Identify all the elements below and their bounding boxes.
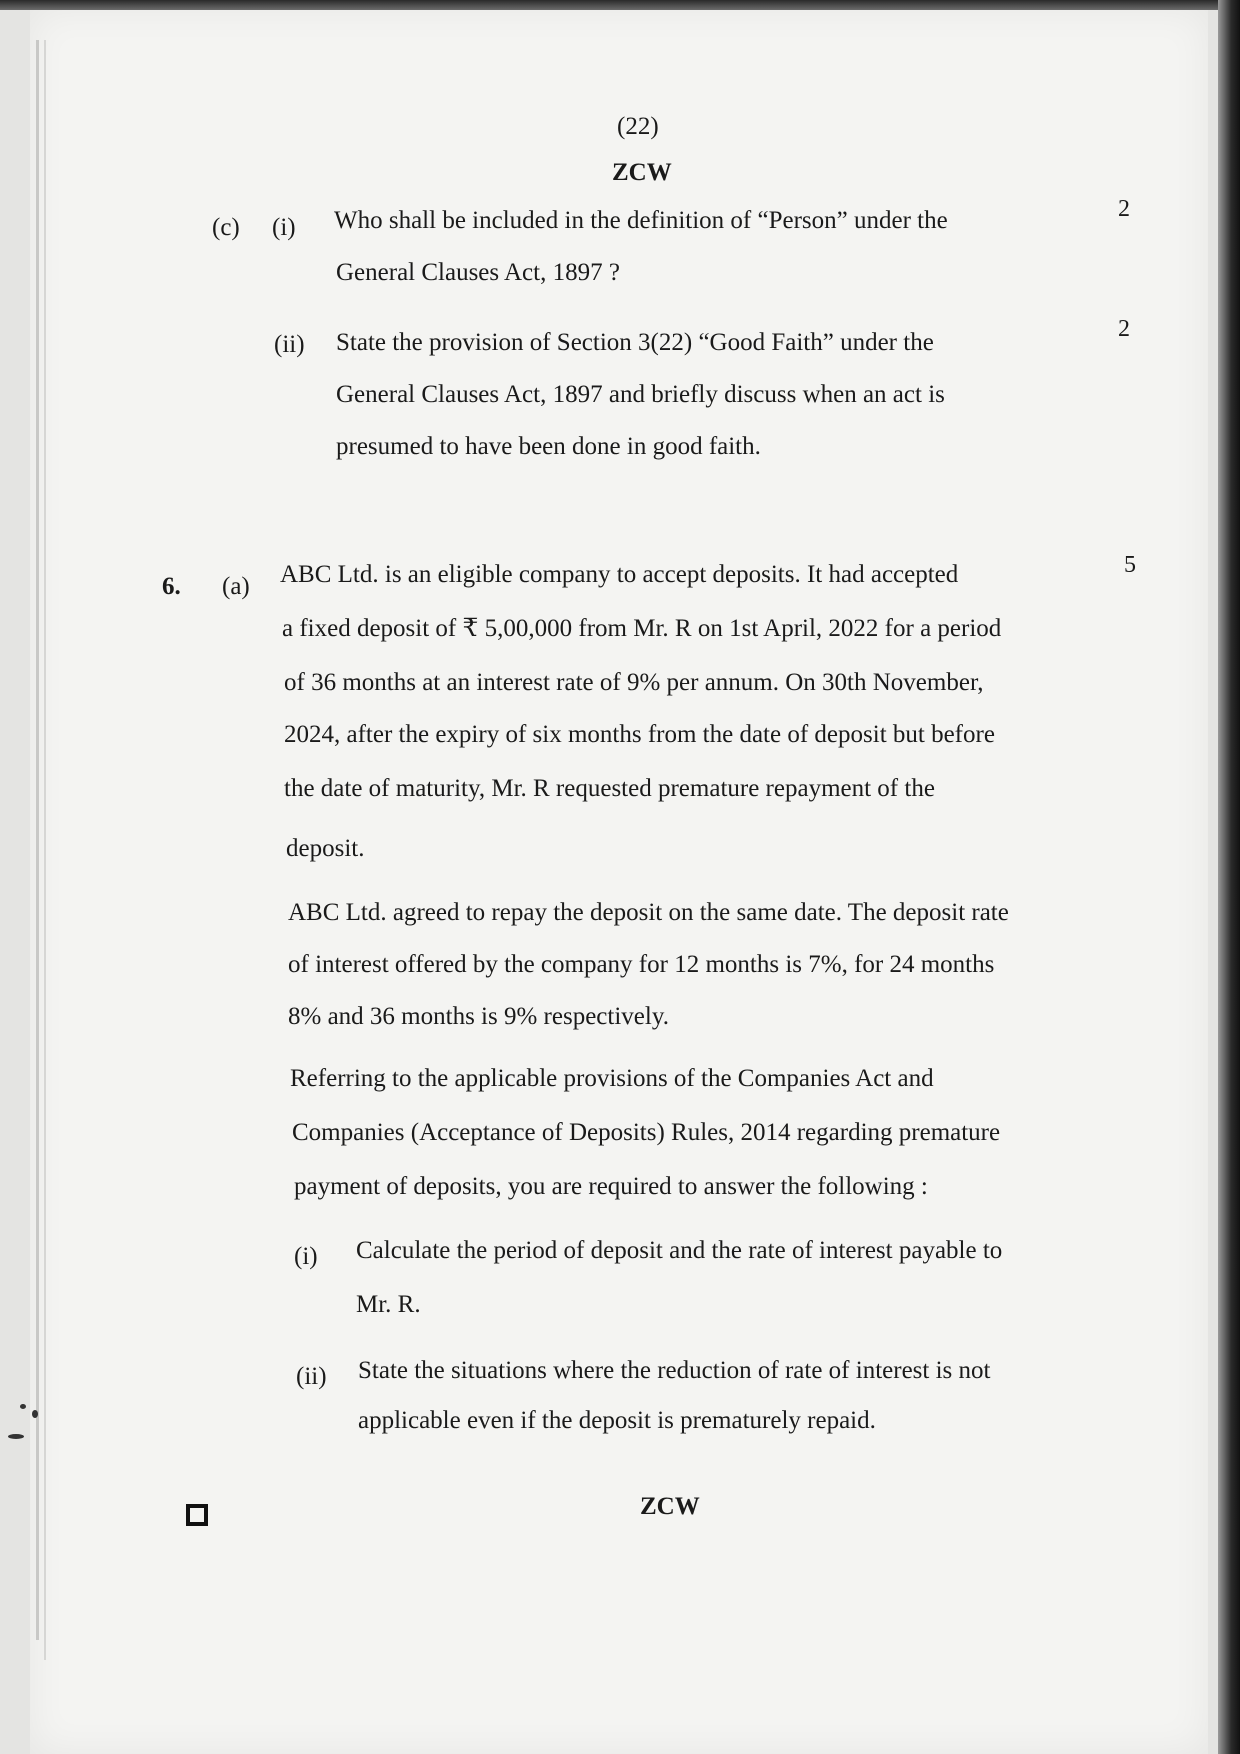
footer-code: ZCW <box>640 1493 700 1520</box>
q6-para1-line4: 2024, after the expiry of six months from the date of deposit but before <box>284 721 995 748</box>
q6-para1-line2: a fixed deposit of ₹ 5,00,000 from Mr. R on 1st April, 2022 for a period <box>282 615 1002 642</box>
q-c-i-label: (i) <box>272 214 296 241</box>
q-c-ii-line3: presumed to have been done in good faith. <box>336 433 761 460</box>
q-c-ii-label: (ii) <box>274 331 305 358</box>
q6-para1-line3: of 36 months at an interest rate of 9% per annum. On 30th November, <box>284 669 984 696</box>
q6-marks: 5 <box>1124 552 1136 578</box>
q6-a-label: (a) <box>222 573 250 600</box>
q-c-ii-marks: 2 <box>1118 316 1130 342</box>
q6-sub-ii-label: (ii) <box>296 1363 327 1390</box>
q6-number: 6. <box>162 573 181 600</box>
q6-sub-ii-line1: State the situations where the reduction of rate of interest is not <box>358 1357 991 1384</box>
q6-para3-line2: Companies (Acceptance of Deposits) Rules, 2014 regarding premature <box>292 1119 1001 1146</box>
q6-para3-line3: payment of deposits, you are required to answer the following : <box>294 1173 928 1200</box>
q6-para2-line1: ABC Ltd. agreed to repay the deposit on the same date. The deposit rate <box>288 899 1009 926</box>
q-c-i-line2: General Clauses Act, 1897 ? <box>336 259 620 286</box>
scan-right-edge <box>1218 0 1240 1754</box>
q6-para2-line2: of interest offered by the company for 12 months is 7%, for 24 months <box>288 951 995 978</box>
scan-speck <box>32 1410 38 1418</box>
q6-para1-line1: ABC Ltd. is an eligible company to accept deposits. It had accepted <box>280 561 959 588</box>
scan-speck <box>8 1434 24 1439</box>
scan-speck <box>20 1404 26 1409</box>
q6-sub-i-line2: Mr. R. <box>356 1291 421 1318</box>
footer-square-icon <box>186 1504 208 1526</box>
q-c-ii-line2: General Clauses Act, 1897 and briefly discuss when an act is <box>336 381 945 408</box>
q6-sub-i-label: (i) <box>294 1243 318 1270</box>
page-number: (22) <box>617 113 659 140</box>
q6-para1-line6: deposit. <box>286 835 365 862</box>
q-c-i-marks: 2 <box>1118 196 1130 222</box>
q6-para1-line5: the date of maturity, Mr. R requested premature repayment of the <box>284 775 935 802</box>
q-c-ii-line1: State the provision of Section 3(22) “Good Faith” under the <box>336 329 934 356</box>
scan-top-edge <box>0 0 1240 10</box>
q-c-label: (c) <box>212 214 240 241</box>
scan-left-edge-inner <box>44 40 46 1660</box>
q-c-i-line1: Who shall be included in the definition of “Person” under the <box>334 207 948 234</box>
header-code: ZCW <box>612 159 672 186</box>
scan-left-edge <box>36 40 39 1640</box>
q6-sub-ii-line2: applicable even if the deposit is prematurely repaid. <box>358 1407 876 1434</box>
q6-sub-i-line1: Calculate the period of deposit and the rate of interest payable to <box>356 1237 1003 1264</box>
q6-para2-line3: 8% and 36 months is 9% respectively. <box>288 1003 669 1030</box>
q6-para3-line1: Referring to the applicable provisions of the Companies Act and <box>290 1065 934 1092</box>
